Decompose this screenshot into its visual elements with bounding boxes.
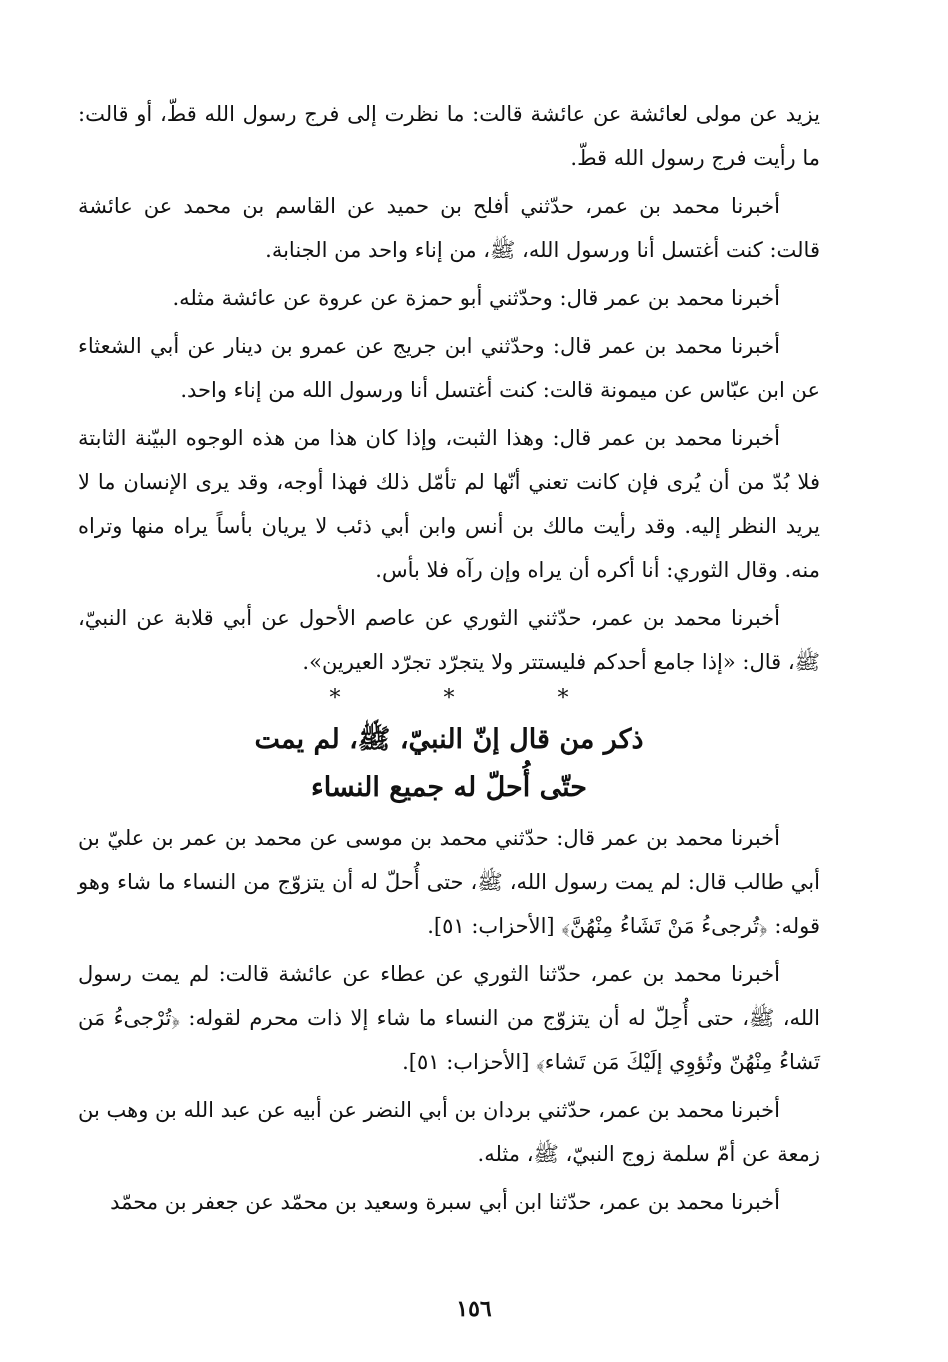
paragraph-1: يزيد عن مولى لعائشة عن عائشة قالت: ما نظرت إلى فرج رسول الله قطّ، أو قالت: ما رأيت فرج رسول الله قطّ.: [78, 102, 820, 170]
paragraph-9: أخبرنا محمد بن عمر، حدّثني بردان بن أبي النضر عن أبيه عن عبد الله بن وهب بن زمعة عن أمّ سلمة زوج النبيّ، ﷺ، مثله.: [78, 1098, 820, 1166]
paragraph-2: أخبرنا محمد بن عمر، حدّثني أفلح بن حميد عن القاسم بن محمد عن عائشة قالت: كنت أغتسل أنا ورسول الله، ﷺ، من إناء واحد من الجنابة.: [78, 194, 820, 262]
paragraph-7: أخبرنا محمد بن عمر قال: حدّثني محمد بن موسى عن محمد بن عمر بن عليّ بن أبي طالب قال: لم يمت رسول الله، ﷺ، حتى أُحلّ له أن يتزوّج من النساء ما شاء وهو قوله: ﴿تُرجىءُ مَنْ تَشَاءُ مِنْهُنَّ﴾ [الأحزاب: ٥١].: [78, 826, 820, 938]
section-heading-line-1: ذكر من قال إنّ النبيّ، ﷺ، لم يمت: [254, 724, 644, 755]
section-heading-line-2: حتّى أُحلّ له جميع النساء: [311, 772, 587, 803]
page-body: [78, 92, 820, 1228]
page-number: ١٥٦: [456, 1296, 492, 1322]
paragraph-8: أخبرنا محمد بن عمر، حدّثنا الثوري عن عطاء عن عائشة قالت: لم يمت رسول الله، ﷺ، حتى أُحِلّ له أن يتزوّج من النساء ما شاء إلا ذات محرم لقوله: ﴿تُرْجىءُ مَن تَشاءُ مِنْهُنّ وتُؤوِي إلَيْكَ مَن تَشاء﴾ [الأحزاب: ٥١].: [78, 962, 820, 1074]
paragraph-10: أخبرنا محمد بن عمر، حدّثنا ابن أبي سبرة وسعيد بن محمّد عن جعفر بن محمّد: [110, 1190, 780, 1214]
section-heading: [78, 716, 820, 812]
paragraph-3: أخبرنا محمد بن عمر قال: وحدّثني أبو حمزة عن عروة عن عائشة مثله.: [172, 286, 780, 310]
paragraph-4: أخبرنا محمد بن عمر قال: وحدّثني ابن جريج عن عمرو بن دينار عن أبي الشعثاء عن ابن عبّاس عن ميمونة قالت: كنت أغتسل أنا ورسول الله من إناء واحد.: [78, 334, 820, 402]
paragraph-5: أخبرنا محمد بن عمر قال: وهذا الثبت، وإذا كان هذا من هذه الوجوه البيّنة الثابتة فلا بُدّ من أن يُرى فإن كانت تعني أنّها لم تأمّل ذلك فهذا أوجه، وقد يرى الإنسان ما لا يريد النظر إليه. وقد رأيت مالك بن أنس وابن أبي ذئب لا يريان بأساً يراه منها وتراه منه. وقال الثوري: أنا أكره أن يراه وإن رآه فلا بأس.: [78, 426, 820, 582]
section-separator: * * *: [329, 686, 617, 711]
paragraph-6: أخبرنا محمد بن عمر، حدّثني الثوري عن عاصم الأحول عن أبي قلابة عن النبيّ، ﷺ، قال: «إذا جامع أحدكم فليستتر ولا يتجرّد تجرّد العيرين».: [78, 606, 820, 674]
